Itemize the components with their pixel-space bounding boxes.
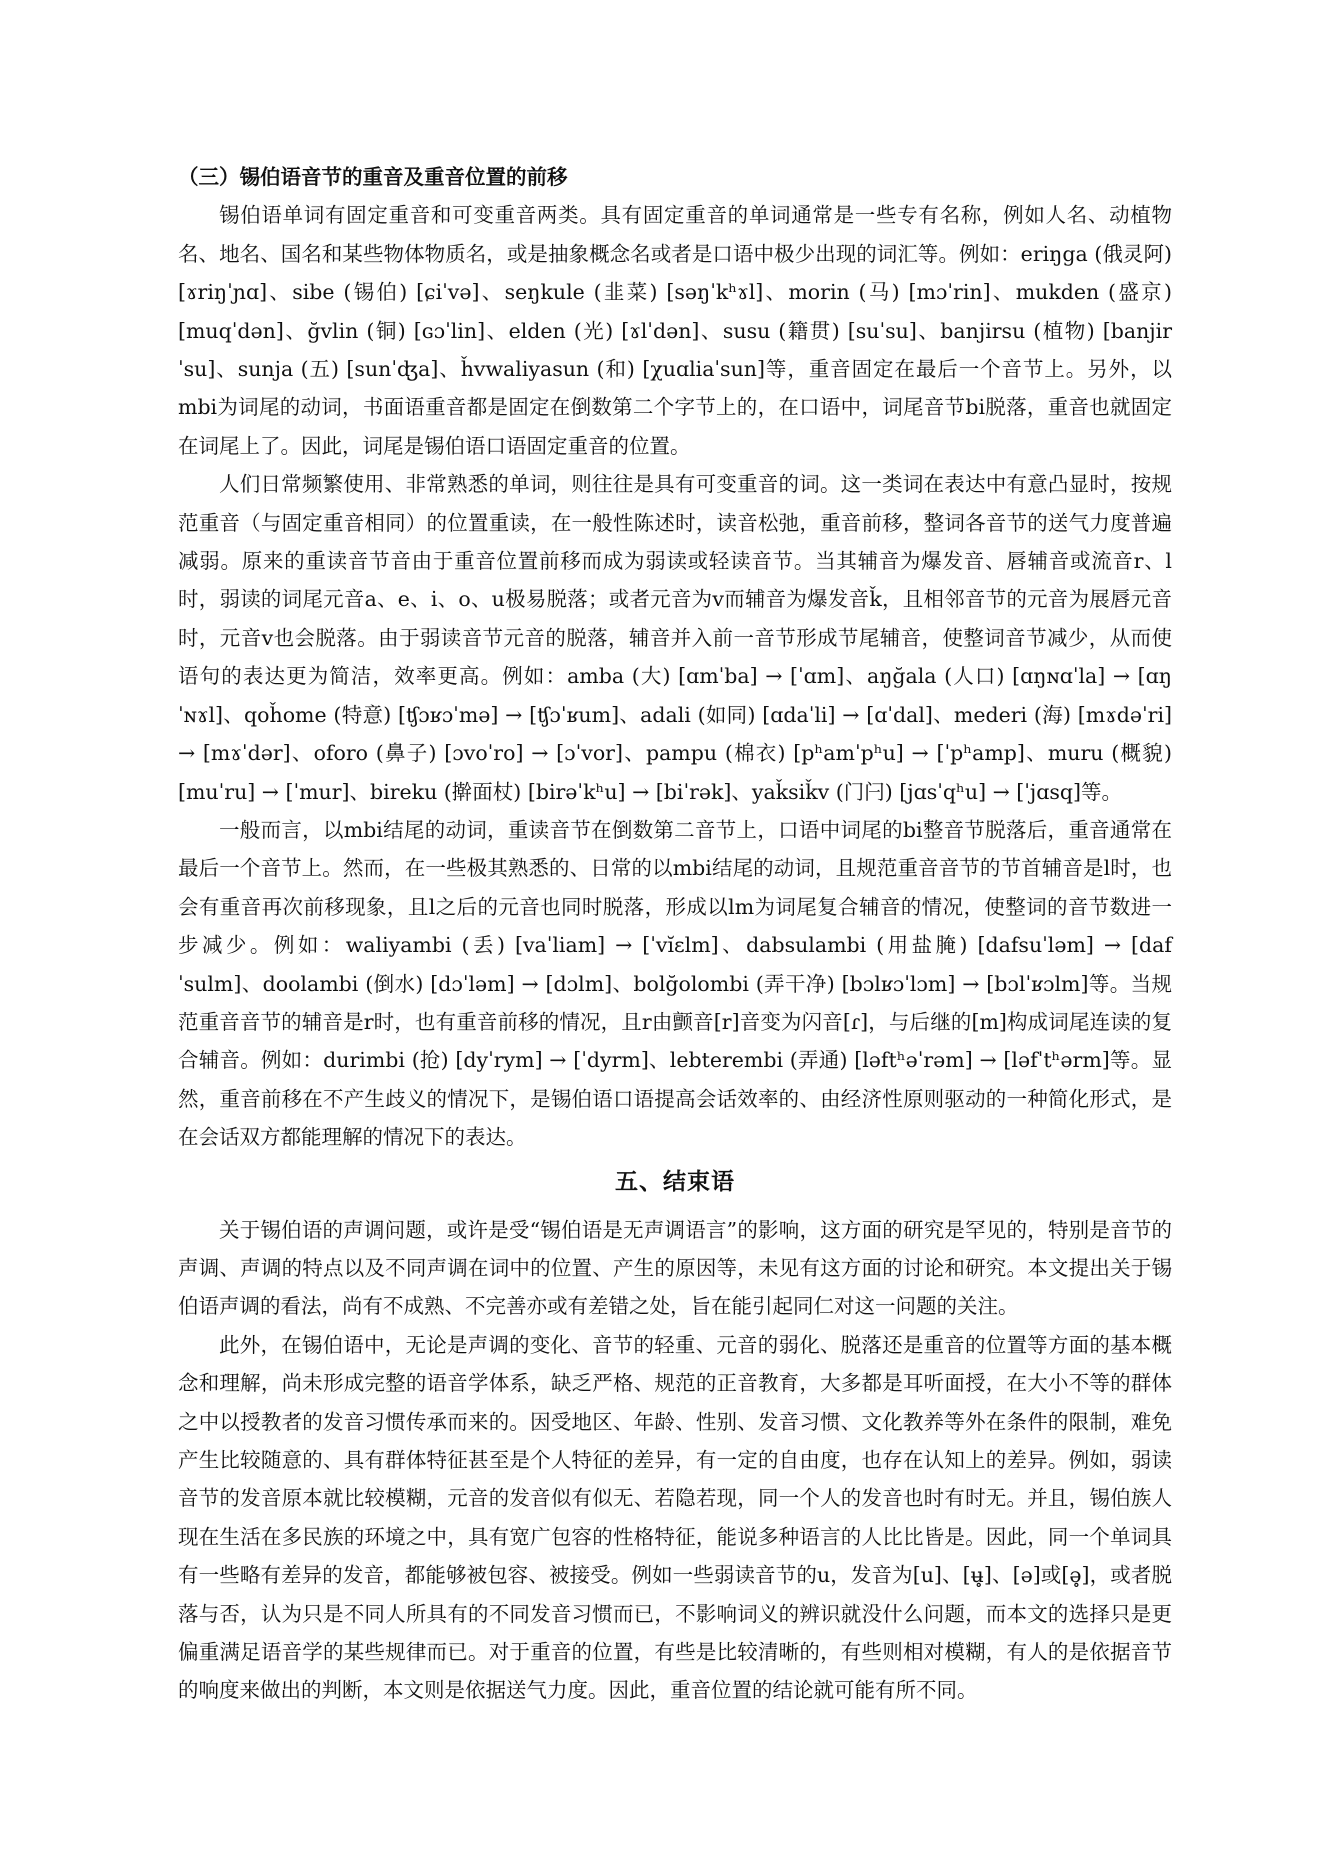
subsection-heading: （三）锡伯语音节的重音及重音位置的前移: [178, 165, 568, 189]
paragraph-conclusion-1: 关于锡伯语的声调问题，或许是受“锡伯语是无声调语言”的影响，这方面的研究是罕见的，特别是音节的声调、声调的特点以及不同声调在词中的位置、产生的原因等，未见有这方面的讨论和研究。本文提出关于锡伯语声调的看法，尚有不成熟、不完善亦或有差错之处，旨在能引起同仁对这一问题的关注。: [178, 1217, 1172, 1319]
document-page: [178, 158, 1172, 1710]
paragraph-conclusion-2: 此外，在锡伯语中，无论是声调的变化、音节的轻重、元音的弱化、脱落还是重音的位置等方面的基本概念和理解，尚未形成完整的语音学体系，缺乏严格、规范的正音教育，大多都是耳听面授，在大小不等的群体之中以授教者的发音习惯传承而来的。因受地区、年龄、性别、发音习惯、文化教养等外在条件的限制，难免产生比较随意的、具有群体特征甚至是个人特征的差异，有一定的自由度，也存在认知上的差异。例如，弱读音节的发音原本就比较模糊，元音的发音似有似无、若隐若现，同一个人的发音也时有时无。并且，锡伯族人现在生活在多民族的环境之中，具有宽广包容的性格特征，能说多种语言的人比比皆是。因此，同一个单词具有一些略有差异的发音，都能够被包容、被接受。例如一些弱读音节的u，发音为[u]、[ʉ̥]、[ə]或[ə̥]，或者脱落与否，认为只是不同人所具有的不同发音习惯而已，不影响词义的辨识就没什么问题，而本文的选择只是更偏重满足语音学的某些规律而已。对于重音的位置，有些是比较清晰的，有些则相对模糊，有人的是依据音节的响度来做出的判断，本文则是依据送气力度。因此，重音位置的结论就可能有所不同。: [178, 1332, 1172, 1703]
section-title: 五、结束语: [615, 1168, 735, 1195]
paragraph-fixed-stress: 锡伯语单词有固定重音和可变重音两类。具有固定重音的单词通常是一些专有名称，例如人名、动植物名、地名、国名和某些物体物质名，或是抽象概念名或者是口语中极少出现的词汇等。例如：eriŋga (俄灵阿) [ɤriŋˈɲɑ]、sibe (锡伯) [ɕiˈvə]、seŋkule (韭菜) [səŋˈkʰɤl]、morin (马) [mɔˈrin]、mukden (盛京) [muqˈdən]、ğvlin (铜) [ɢɔˈlin]、elden (光) [ɤlˈdən]、susu (籍贯) [suˈsu]、banjirsu (植物) [banjirˈsu]、sunja (五) [sunˈʤa]、ȟvwaliyasun (和) [χuɑliaˈsun]等，重音固定在最后一个音节上。另外，以mbi为词尾的动词，书面语重音都是固定在倒数第二个字节上的，在口语中，词尾音节bi脱落，重音也就固定在词尾上了。因此，词尾是锡伯语口语固定重音的位置。: [178, 203, 1172, 458]
paragraph-variable-stress: 人们日常频繁使用、非常熟悉的单词，则往往是具有可变重音的词。这一类词在表达中有意凸显时，按规范重音（与固定重音相同）的位置重读，在一般性陈述时，读音松弛，重音前移，整词各音节的送气力度普遍减弱。原来的重读音节音由于重音位置前移而成为弱读或轻读音节。当其辅音为爆发音、唇辅音或流音r、l时，弱读的词尾元音a、e、i、o、u极易脱落；或者元音为v而辅音为爆发音ǩ，且相邻音节的元音为展唇元音时，元音v也会脱落。由于弱读音节元音的脱落，辅音并入前一音节形成节尾辅音，使整词音节减少，从而使语句的表达更为简洁，效率更高。例如：amba (大) [ɑmˈba] → [ˈɑm]、aŋğala (人口) [ɑŋɴɑˈla] → [ɑŋˈɴɤl]、qoȟome (特意) [ʧɔʁɔˈmə] → [ʧɔˈʁum]、adali (如同) [ɑdaˈli] → [ɑˈdal]、mederi (海) [mɤdəˈri] → [mɤˈdər]、oforo (鼻子) [ɔvoˈro] → [ɔˈvor]、pampu (棉衣) [pʰamˈpʰu] → [ˈpʰamp]、muru (概貌) [muˈru] → [ˈmur]、bireku (擀面杖) [birəˈkʰu] → [biˈrək]、yaǩsiǩv (门闩) [jɑsˈqʰu] → [ˈjɑsq]等。: [178, 472, 1172, 804]
paragraph-mbi-verbs: 一般而言，以mbi结尾的动词，重读音节在倒数第二音节上，口语中词尾的bi整音节脱落后，重音通常在最后一个音节上。然而，在一些极其熟悉的、日常的以mbi结尾的动词，且规范重音音节的节首辅音是l时，也会有重音再次前移现象，且l之后的元音也同时脱落，形成以lm为词尾复合辅音的情况，使整词的音节数进一步减少。例如：waliyambi (丢) [vaˈliam] → [ˈvĭɛlm]、dabsulambi (用盐腌) [dafsuˈləm] → [dafˈsulm]、doolambi (倒水) [dɔˈləm] → [dɔlm]、bolğolombi (弄干净) [bɔlʁɔˈlɔm] → [bɔlˈʁɔlm]等。当规范重音音节的辅音是r时，也有重音前移的情况，且r由颤音[r]音变为闪音[ɾ]，与后继的[m]构成词尾连读的复合辅音。例如：durimbi (抢) [dyˈrym] → [ˈdyrm]、lebterembi (弄通) [ləftʰəˈrəm] → [ləfˈtʰərm]等。显然，重音前移在不产生歧义的情况下，是锡伯语口语提高会话效率的、由经济性原则驱动的一种简化形式，是在会话双方都能理解的情况下的表达。: [178, 817, 1172, 1150]
